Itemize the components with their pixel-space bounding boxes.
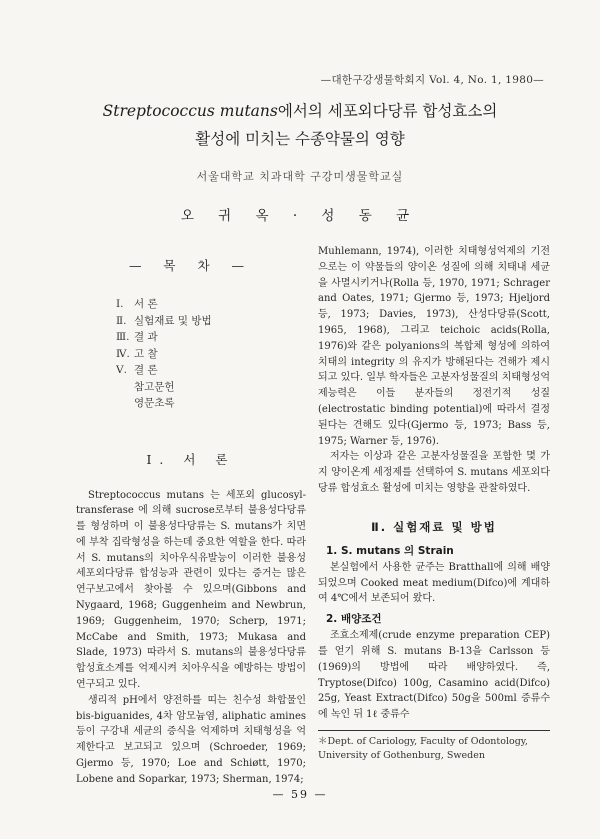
toc-item	[116, 329, 306, 346]
toc-item-number: Ⅲ.	[116, 331, 130, 343]
toc-item-number: Ⅱ.	[116, 314, 127, 327]
toc-item-label: 고 찰	[134, 347, 158, 360]
right-column	[318, 244, 550, 723]
body-paragraph: Streptococcus mutans 는 세포외 glucosyl-transferase 에 의해 sucrose로부터 불용성다당류를 형성하며 이 불용성다당류는 S. mutans가 치면에 부착 집락형성을 하는데 중요한 역할을 한다. 따라서 S. mutans의 치아우식유발능이 이러한 불용성 세포외다당류 합성능과 관련이 있다는 증거는 많은 연구보고에서 찾아볼 수 있으며(Gibbons and Nygaard, 1968; Guggenheim and Newbrun, 1969; Guggenheim, 1970; Scherp, 1971; McCabe and Smith, 1973; Mukasa and Slade, 1973) 따라서 S. mutans의 불용성다당류 합성효소계를 억제시켜 치아우식을 예방하는 방법이 연구되고 있다.	[76, 489, 306, 691]
body-paragraph: 본실험에서 사용한 균주는 Bratthall에 의해 배양되었으며 Cooked meat medium(Difco)에 계대하여 4℃에서 보존되어 왔다.	[318, 561, 550, 605]
toc-item	[116, 313, 306, 330]
title-line1-rest: 에서의 세포외다당류 합성효소의	[277, 102, 498, 120]
toc-item-label: 결 론	[134, 364, 158, 376]
section-heading-methods: Ⅱ. 실험재료 및 방법	[371, 519, 497, 534]
toc-item	[116, 296, 306, 313]
toc-heading: — 목 차 —	[128, 258, 254, 273]
article-title-line1	[60, 96, 540, 126]
left-column	[76, 248, 306, 788]
section-heading-introduction: Ⅰ. 서 론	[146, 451, 236, 467]
page-number: — 59 —	[272, 788, 328, 801]
body-paragraph: Muhlemann, 1974), 이러한 치태형성억제의 기전으로는 이 약물들의 양이온 성질에 의해 치태내 세균을 사멸시키거나(Rolla 등, 1970, 1971; Schrager and Oates, 1971; Gjermo 등, 1973; Hjeljord 등, 1973; Davies, 1973), 산성다당류(Scott, 1965, 1968), 그리고 teichoic acids(Rolla, 1976)와 같은 polyanions의 복합체 형성에 의하여 치태의 integrity 의 유지가 방해된다는 견해가 제시되고 있다. 일부 학자들은 고분자성물질의 치태형성억제능력은 이들 분자들의 정전기적 성질(electrostatic binding potential)에 따라서 결정된다는 견해도 있다(Gjermo 등, 1973; Bass 등, 1975; Warner 등, 1976).	[318, 246, 550, 447]
toc-item	[116, 395, 306, 412]
author-affiliation: 서울대학교 치과대학 구강미생물학교실	[196, 170, 404, 183]
toc-item-number: Ⅳ.	[116, 347, 130, 360]
table-of-contents	[116, 296, 306, 412]
toc-item-number: Ⅰ.	[116, 298, 124, 310]
toc-item-label: 결 과	[134, 331, 158, 343]
body-paragraph: 조효소제제(crude enzyme preparation CEP)를 얻기 위해 S. mutans B-13을 Carlsson 등(1969)의 방법에 따라 배양하였다. 즉, Tryptose(Difco) 100g, Casamino acid(Difco) 25g, Yeast Extract(Difco) 50g을 500ml 증류수에 녹인 뒤 1ℓ 중류수	[318, 630, 550, 721]
toc-item-label: 실험재료 및 방법	[134, 314, 212, 327]
toc-item-number: Ⅴ.	[116, 364, 127, 376]
toc-item	[116, 379, 306, 396]
title-species-name: Streptococcus mutans	[102, 102, 278, 120]
author-names: 오 귀 옥 · 성 동 균	[180, 208, 420, 224]
toc-item	[116, 362, 306, 379]
toc-item-label: 서 론	[134, 298, 158, 310]
toc-item-label: 영문초록	[134, 397, 175, 409]
subsection-heading: 2. 배양조건	[326, 613, 382, 626]
footnote: ＊Dept. of Cariology, Faculty of Odontology, University of Gothenburg, Sweden	[318, 730, 550, 763]
toc-item	[116, 346, 306, 363]
journal-header: —대한구강생물학회지 Vol. 4, No. 1, 1980—	[320, 74, 544, 86]
toc-item-label: 참고문헌	[134, 380, 175, 393]
body-paragraph: 저자는 이상과 같은 고분자성물질을 포함한 몇 가지 양이온계 세정제를 선택하여 S. mutans 세포외다당류 합성효소 활성에 미치는 영향을 관찰하였다.	[318, 451, 550, 494]
body-paragraph: 생리적 pH에서 양전하를 띠는 친수성 화합물인 bis-biguanides, 4차 암모늄염, aliphatic amines 등이 구강내 세균의 증식을 억제하며 치태형성을 억제한다고 보고되고 있으며 (Schroeder, 1969; Gjermo 등, 1970; Loe and Schiøtt, 1970; Lobene and Soparkar, 1973; Sherman, 1974;	[76, 694, 306, 785]
subsection-heading: 1. S. mutans 의 Strain	[326, 544, 454, 557]
article-title-line2: 활성에 미치는 수종약물의 영향	[195, 130, 405, 148]
